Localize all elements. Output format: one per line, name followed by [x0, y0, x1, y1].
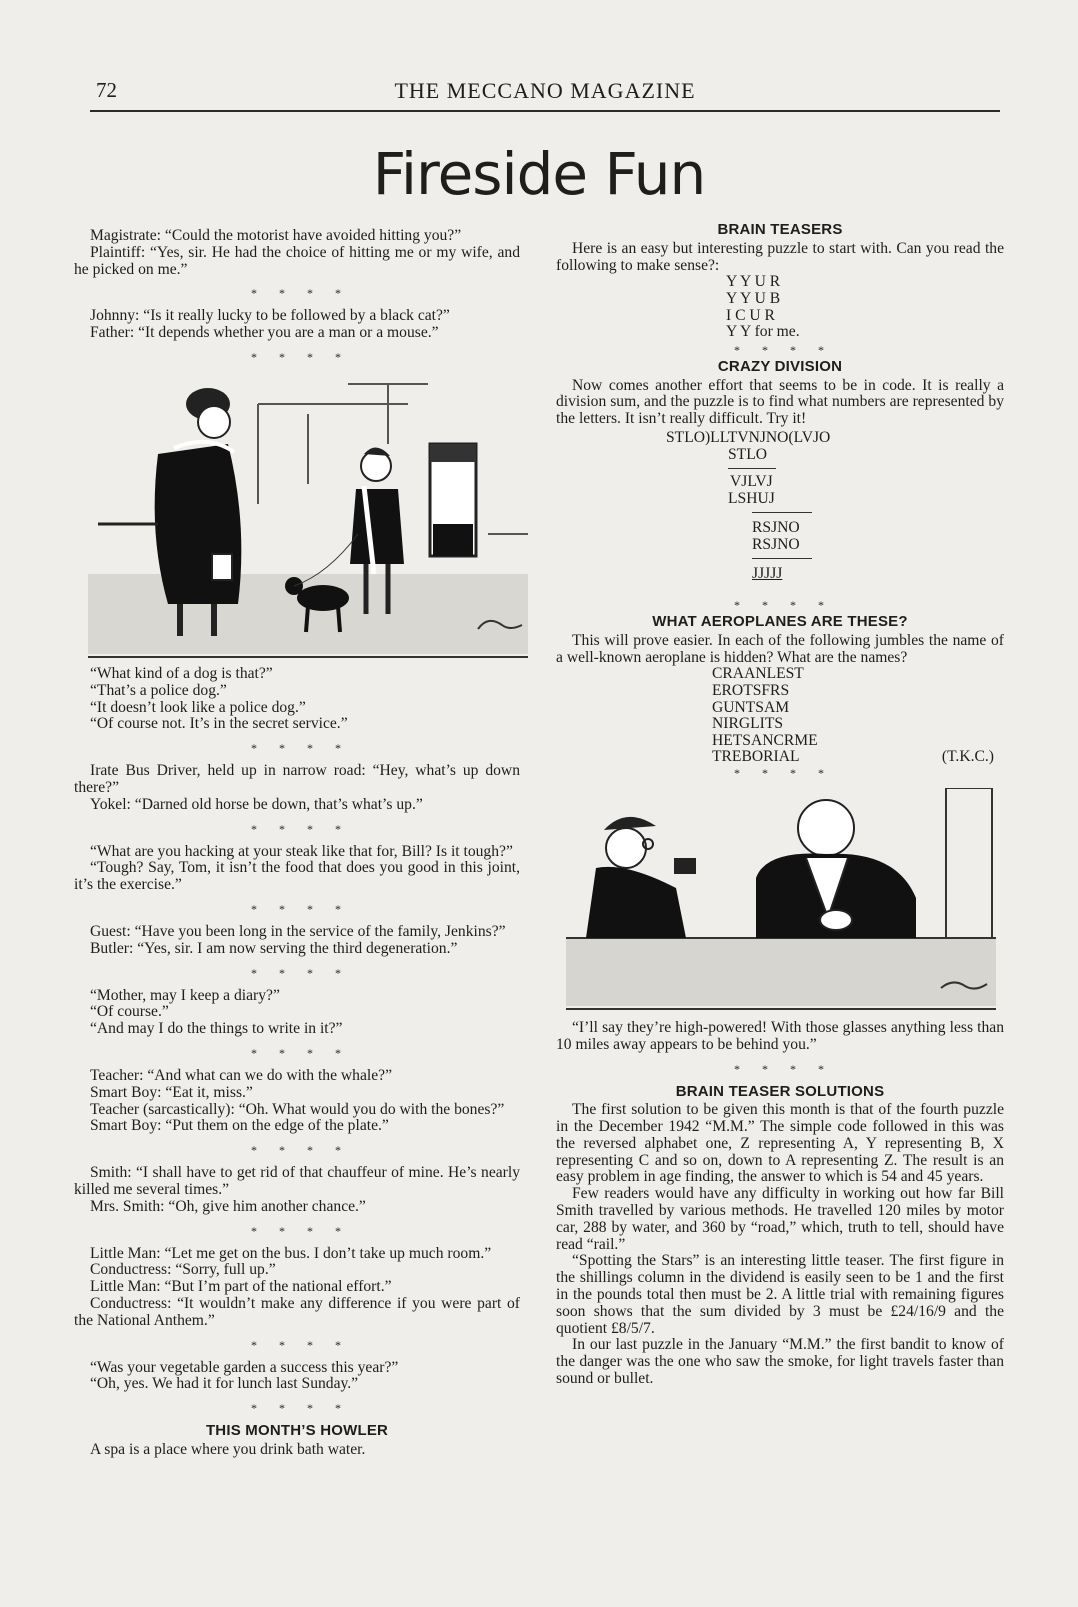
joke-line: “And may I do the things to write in it?” — [90, 1020, 343, 1038]
separator-stars: **** — [251, 349, 363, 364]
jumble: TREBORIAL — [712, 748, 800, 766]
cartoon-police-dog — [88, 374, 528, 658]
joke-line: Father: “It depends whether you are a man or a mouse.” — [90, 324, 439, 342]
separator-stars: **** — [734, 765, 846, 780]
joke-line: Plaintiff: “Yes, sir. He had the choice of hitting me or my wife, and he picked on me.” — [74, 243, 520, 278]
caption-line: “It doesn’t look like a police dog.” — [90, 698, 306, 716]
division-row: STLO)LLTVNJNO(LVJO — [666, 428, 831, 446]
joke-line: Johnny: “Is it really lucky to be followed by a black cat?” — [90, 307, 450, 325]
joke-line: Butler: “Yes, sir. I am now serving the third degeneration.” — [90, 939, 458, 957]
joke-line: Teacher (sarcastically): “Oh. What would you do with the bones?” — [90, 1100, 505, 1118]
joke-line: Smart Boy: “Put them on the edge of the plate.” — [90, 1117, 389, 1135]
joke-line: Little Man: “But I’m part of the national effort.” — [90, 1278, 392, 1296]
joke-line: Teacher: “And what can we do with the whale?” — [90, 1066, 392, 1084]
cartoon-drawing — [88, 374, 528, 656]
separator-stars: **** — [251, 1223, 363, 1238]
joke-line: Yokel: “Darned old horse be down, that’s what’s up.” — [90, 795, 423, 813]
left-column — [74, 228, 520, 1459]
aeroplane-jumbles — [712, 666, 1004, 766]
separator-stars: **** — [734, 342, 846, 357]
caption-text: “I’ll say they’re high-powered! With those glasses anything less than 10 miles away appears to be behind you.” — [556, 1018, 1004, 1053]
joke-line: Smith: “I shall have to get rid of that chauffeur of mine. He’s nearly killed me several times.” — [74, 1164, 520, 1198]
division-rule — [752, 558, 812, 559]
aeroplanes-intro: This will prove easier. In each of the following jumbles the name of a well-known aeroplane is hidden? What are the names? — [556, 631, 1004, 666]
separator-stars: **** — [251, 1143, 363, 1158]
joke-line: Conductress: “Sorry, full up.” — [90, 1261, 276, 1279]
puzzle-line: Y Y U R — [726, 273, 781, 291]
puzzle-line: Y Y for me. — [726, 323, 800, 341]
jumble: NIRGLITS — [712, 715, 784, 733]
header-rule — [90, 110, 1000, 112]
jumble: GUNTSAM — [712, 698, 790, 716]
division-rule — [728, 468, 776, 469]
joke-line: Magistrate: “Could the motorist have avoided hitting you?” — [90, 227, 462, 244]
howler-heading: THIS MONTH’S HOWLER — [205, 1422, 389, 1440]
division-row: VJLVJ — [730, 472, 773, 490]
separator-stars: **** — [251, 965, 363, 980]
separator-stars: **** — [734, 1061, 846, 1076]
puzzle-line: Y Y U B — [726, 289, 781, 307]
joke-line: “Mother, may I keep a diary?” — [90, 986, 280, 1004]
howler-text: A spa is a place where you drink bath water. — [90, 1440, 366, 1458]
separator-stars: **** — [251, 741, 363, 756]
puzzle-line: I C U R — [726, 306, 775, 324]
caption-line: “What kind of a dog is that?” — [90, 664, 273, 682]
division-row: RSJNO — [752, 518, 800, 536]
joke-line: Irate Bus Driver, held up in narrow road: “Hey, what’s up down there?” — [74, 762, 520, 796]
crazy-division-heading: CRAZY DIVISION — [717, 357, 843, 375]
separator-stars: **** — [251, 1045, 363, 1060]
separator-stars: **** — [251, 821, 363, 836]
division-row: JJJJJ — [752, 564, 783, 582]
caption-line: “Of course not. It’s in the secret service.” — [90, 715, 348, 733]
joke-line: “What are you hacking at your steak like that for, Bill? Is it tough?” — [90, 842, 513, 860]
running-title: THE MECCANO MAGAZINE — [394, 78, 696, 103]
solution-paragraph: In our last puzzle in the January “M.M.” the first bandit to know of the danger was the one who saw the smoke, for light travels faster than sound or bullet. — [556, 1336, 1004, 1388]
crazy-division-intro: Now comes another effort that seems to be in code. It is really a division sum, and the puzzle is to find what numbers are represented by the letters. It isn’t really difficult. Try it! — [556, 376, 1004, 428]
joke-line: “Tough? Say, Tom, it isn’t the food that does you good in this joint, it’s the exercise.” — [74, 859, 520, 894]
solutions-heading: BRAIN TEASER SOLUTIONS — [675, 1082, 885, 1100]
page-number: 72 — [96, 78, 117, 102]
puzzle-lines — [726, 274, 1004, 340]
cartoon-drawing — [566, 788, 996, 1008]
joke-line: “Of course.” — [90, 1003, 169, 1021]
division-row: LSHUJ — [728, 489, 775, 507]
separator-stars: **** — [734, 597, 846, 612]
division-rule — [752, 512, 812, 513]
separator-stars: **** — [251, 286, 363, 301]
joke-line: Little Man: “Let me get on the bus. I don’t take up much room.” — [90, 1244, 492, 1262]
caption-line: “That’s a police dog.” — [90, 681, 227, 699]
solution-paragraph: Few readers would have any difficulty in working out how far Bill Smith travelled by various methods. He travelled 120 miles by motor car, 288 by water, and 360 by “road,” which, truth to tell, should have read “rail.” — [556, 1185, 1004, 1253]
jumble: EROTSFRS — [712, 681, 790, 699]
cartoon-binoculars — [566, 788, 996, 1010]
division-sum — [666, 430, 1004, 598]
separator-stars: **** — [251, 901, 363, 916]
division-row: STLO — [728, 445, 767, 463]
joke-line: Guest: “Have you been long in the service of the family, Jenkins?” — [90, 922, 506, 940]
brain-teasers-heading: BRAIN TEASERS — [717, 221, 843, 238]
joke-line: “Oh, yes. We had it for lunch last Sunday.” — [90, 1375, 359, 1393]
brain-teasers-intro: Here is an easy but interesting puzzle to start with. Can you read the following to make sense?: — [556, 239, 1004, 274]
page-title: Fireside Fun — [372, 140, 706, 208]
joke-line: Mrs. Smith: “Oh, give him another chance.” — [90, 1197, 366, 1215]
puzzle-credit: (T.K.C.) — [941, 748, 994, 766]
aeroplanes-heading: WHAT AEROPLANES ARE THESE? — [652, 612, 908, 630]
joke-line: Smart Boy: “Eat it, miss.” — [90, 1083, 253, 1101]
separator-stars: **** — [251, 1401, 363, 1416]
joke-line: “Was your vegetable garden a success this year?” — [90, 1358, 399, 1376]
page-header — [90, 74, 1000, 104]
joke-line: Conductress: “It wouldn’t make any difference if you were part of the National Anthem.” — [74, 1294, 520, 1329]
jumble: CRAANLEST — [712, 665, 804, 683]
separator-stars: **** — [251, 1337, 363, 1352]
solution-paragraph: The first solution to be given this month is that of the fourth puzzle in the December 1942 “M.M.” The simple code followed in this was the reversed alphabet one, Z representing A, Y representing B, X representing C and so on, down to A representing Z. The result is an easy problem in age finding, the answer to which is 54 and 45 years. — [556, 1101, 1004, 1186]
division-row: RSJNO — [752, 535, 800, 553]
right-column — [556, 220, 1004, 1388]
solution-paragraph: “Spotting the Stars” is an interesting little teaser. The first figure in the shillings column in the dividend is easily seen to be 1 and the first in the pounds total then must be 2. A little trial with remaining figures soon shows that the sum divided by 3 must be £24/16/9 and the quotient £8/5/7. — [556, 1252, 1004, 1337]
jumble: HETSANCRME — [712, 731, 818, 749]
